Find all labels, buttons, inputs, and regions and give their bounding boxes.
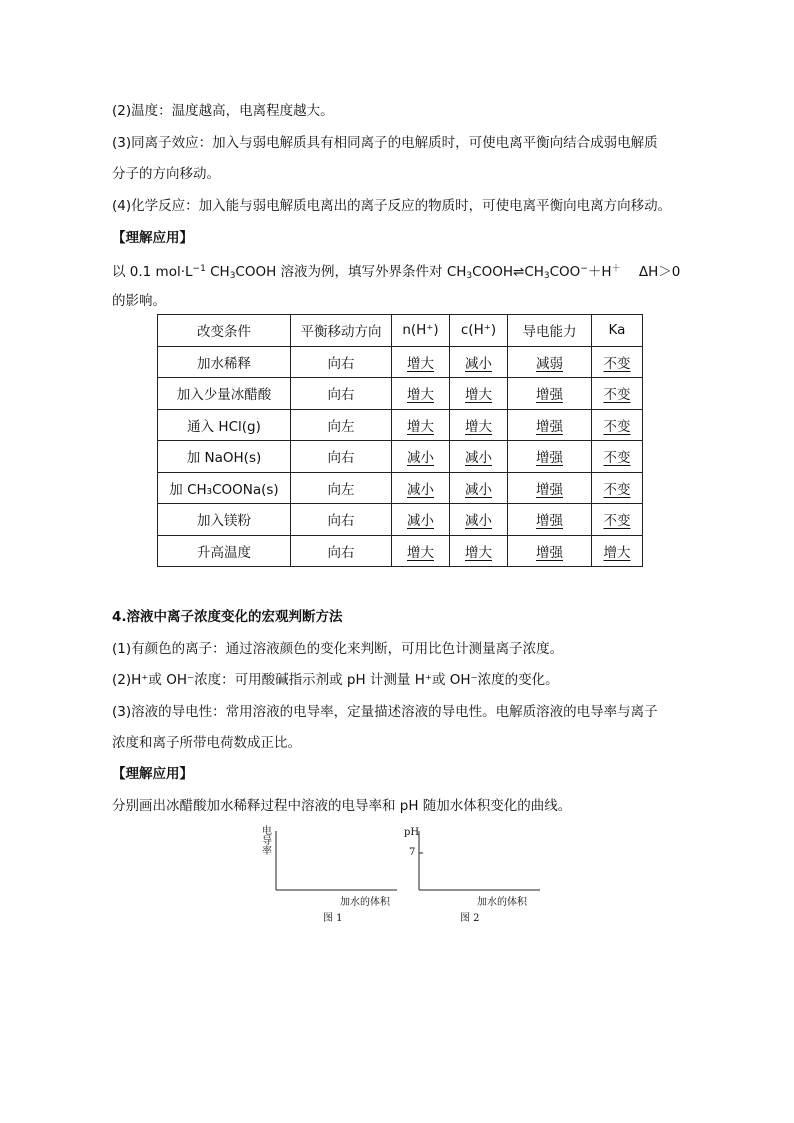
header-c-h: c(H⁺)	[450, 315, 508, 347]
intro-line2: 的影响。	[112, 293, 166, 309]
paragraph-chemical-reaction: (4)化学反应：加入能与弱电解质电离出的离子反应的物质时，可使电离平衡向电离方向移动。	[112, 198, 672, 214]
paragraph-common-ion-line2: 分子的方向移动。	[112, 166, 220, 182]
cell-conductivity: 增强	[536, 481, 563, 498]
cell-ka: 不变	[603, 355, 631, 372]
cell-direction: 向右	[291, 535, 392, 567]
cell-condition: 加入少量冰醋酸	[158, 378, 291, 410]
figure-1-ylabel-char: 电	[262, 826, 272, 837]
task-sentence: 分别画出冰醋酸加水稀释过程中溶液的电导率和 pH 随加水体积变化的曲线。	[112, 798, 572, 814]
cell-conductivity: 增强	[536, 513, 563, 530]
intro-sentence	[112, 259, 680, 286]
table-row	[158, 504, 643, 536]
figure-1-ylabel	[262, 827, 272, 857]
figure-2-tick-7: 7	[409, 847, 416, 858]
intro-unit-exp: −1	[192, 264, 206, 274]
section-heading-understanding-2: 【理解应用】	[112, 766, 193, 782]
cell-ka: 不变	[603, 481, 631, 498]
section-4-title: 4.溶液中离子浓度变化的宏观判断方法	[112, 609, 343, 625]
cell-c: 增大	[465, 544, 492, 561]
effect-table	[157, 314, 643, 567]
intro-sub3: 3	[543, 271, 550, 281]
cell-conductivity: 减弱	[536, 355, 563, 372]
figure-2-ph	[398, 825, 548, 925]
table-row	[158, 441, 643, 473]
header-direction: 平衡移动方向	[291, 315, 392, 347]
cell-n: 增大	[407, 418, 434, 435]
header-condition: 改变条件	[158, 315, 291, 347]
section-4-p3-line1: (3)溶液的导电性：常用溶液的电导率，定量描述溶液的导电性。电解质溶液的电导率与离子	[112, 704, 658, 720]
section-heading-understanding-1: 【理解应用】	[112, 230, 193, 246]
table-row	[158, 378, 643, 410]
cell-condition: 加 CH₃COONa(s)	[158, 472, 291, 504]
table-row	[158, 472, 643, 504]
section-4-p2: (2)H⁺或 OH⁻浓度：可用酸碱指示剂或 pH 计测量 H⁺或 OH⁻浓度的变化。	[112, 672, 559, 688]
equilibrium-arrow: ⇌	[513, 264, 525, 280]
table-row	[158, 409, 643, 441]
cell-condition: 加入镁粉	[158, 504, 291, 536]
cell-c: 减小	[465, 355, 492, 372]
cell-direction: 向右	[291, 441, 392, 473]
cell-ka: 不变	[603, 387, 631, 404]
intro-prefix: 以 0.1 mol·L	[112, 264, 193, 280]
cell-n: 增大	[407, 355, 434, 372]
table-row	[158, 346, 643, 378]
intro-sub2: 3	[466, 271, 473, 281]
cell-c: 减小	[465, 481, 492, 498]
figure-2-ylabel: pH	[404, 827, 420, 838]
cell-direction: 向左	[291, 409, 392, 441]
header-n-h: n(H⁺)	[392, 315, 450, 347]
paragraph-temperature: (2)温度：温度越高，电离程度越大。	[112, 103, 334, 119]
cell-condition: 加 NaOH(s)	[158, 441, 291, 473]
cell-ka: 不变	[603, 418, 631, 435]
cell-condition: 升高温度	[158, 535, 291, 567]
cell-n: 减小	[407, 513, 434, 530]
figure-2-caption: 图 2	[460, 913, 480, 924]
figure-1-xlabel: 加水的体积	[340, 897, 390, 908]
table-header-row	[158, 315, 643, 347]
intro-mid5: COO	[549, 264, 581, 280]
cell-condition: 加水稀释	[158, 346, 291, 378]
figure-1-ylabel-char: 导	[262, 836, 272, 847]
intro-sup2: ＋	[611, 264, 621, 274]
cell-c: 增大	[465, 387, 492, 404]
cell-conductivity: 增强	[536, 418, 563, 435]
figure-1-ylabel-char: 率	[262, 846, 272, 857]
cell-n: 减小	[407, 450, 434, 467]
intro-mid4: CH	[524, 264, 544, 280]
section-4-p3-line2: 浓度和离子所带电荷数成正比。	[112, 735, 301, 751]
intro-mid2: COOH 溶液为例，填写外界条件对 CH	[235, 264, 467, 280]
cell-direction: 向右	[291, 346, 392, 378]
intro-delta-h: ΔH＞0	[638, 264, 681, 280]
cell-direction: 向右	[291, 378, 392, 410]
header-ka: Ka	[592, 315, 643, 347]
cell-ka: 增大	[603, 544, 631, 561]
cell-c: 减小	[465, 450, 492, 467]
header-conductivity: 导电能力	[508, 315, 592, 347]
cell-n: 增大	[407, 544, 434, 561]
cell-c: 增大	[465, 418, 492, 435]
cell-ka: 不变	[603, 513, 631, 530]
cell-direction: 向左	[291, 472, 392, 504]
cell-ka: 不变	[603, 450, 631, 467]
cell-condition: 通入 HCl(g)	[158, 409, 291, 441]
cell-direction: 向右	[291, 504, 392, 536]
intro-mid3: COOH	[472, 264, 513, 280]
cell-conductivity: 增强	[536, 450, 563, 467]
cell-conductivity: 增强	[536, 387, 563, 404]
cell-conductivity: 增强	[536, 544, 563, 561]
cell-c: 减小	[465, 513, 492, 530]
figure-2-xlabel: 加水的体积	[477, 897, 527, 908]
cell-n: 增大	[407, 387, 434, 404]
figure-1-caption: 图 1	[323, 913, 343, 924]
section-4-p1: (1)有颜色的离子：通过溶液颜色的变化来判断，可用比色计测量离子浓度。	[112, 641, 564, 657]
cell-n: 减小	[407, 481, 434, 498]
intro-mid6: ＋H	[587, 264, 612, 280]
paragraph-common-ion-line1: (3)同离子效应：加入与弱电解质具有相同离子的电解质时，可使电离平衡向结合成弱电解质	[112, 135, 658, 151]
intro-sub1: 3	[229, 271, 236, 281]
intro-sup1: −	[580, 264, 588, 274]
intro-mid1: CH	[205, 264, 230, 280]
figure-1-conductivity	[255, 825, 405, 925]
table-row	[158, 535, 643, 567]
